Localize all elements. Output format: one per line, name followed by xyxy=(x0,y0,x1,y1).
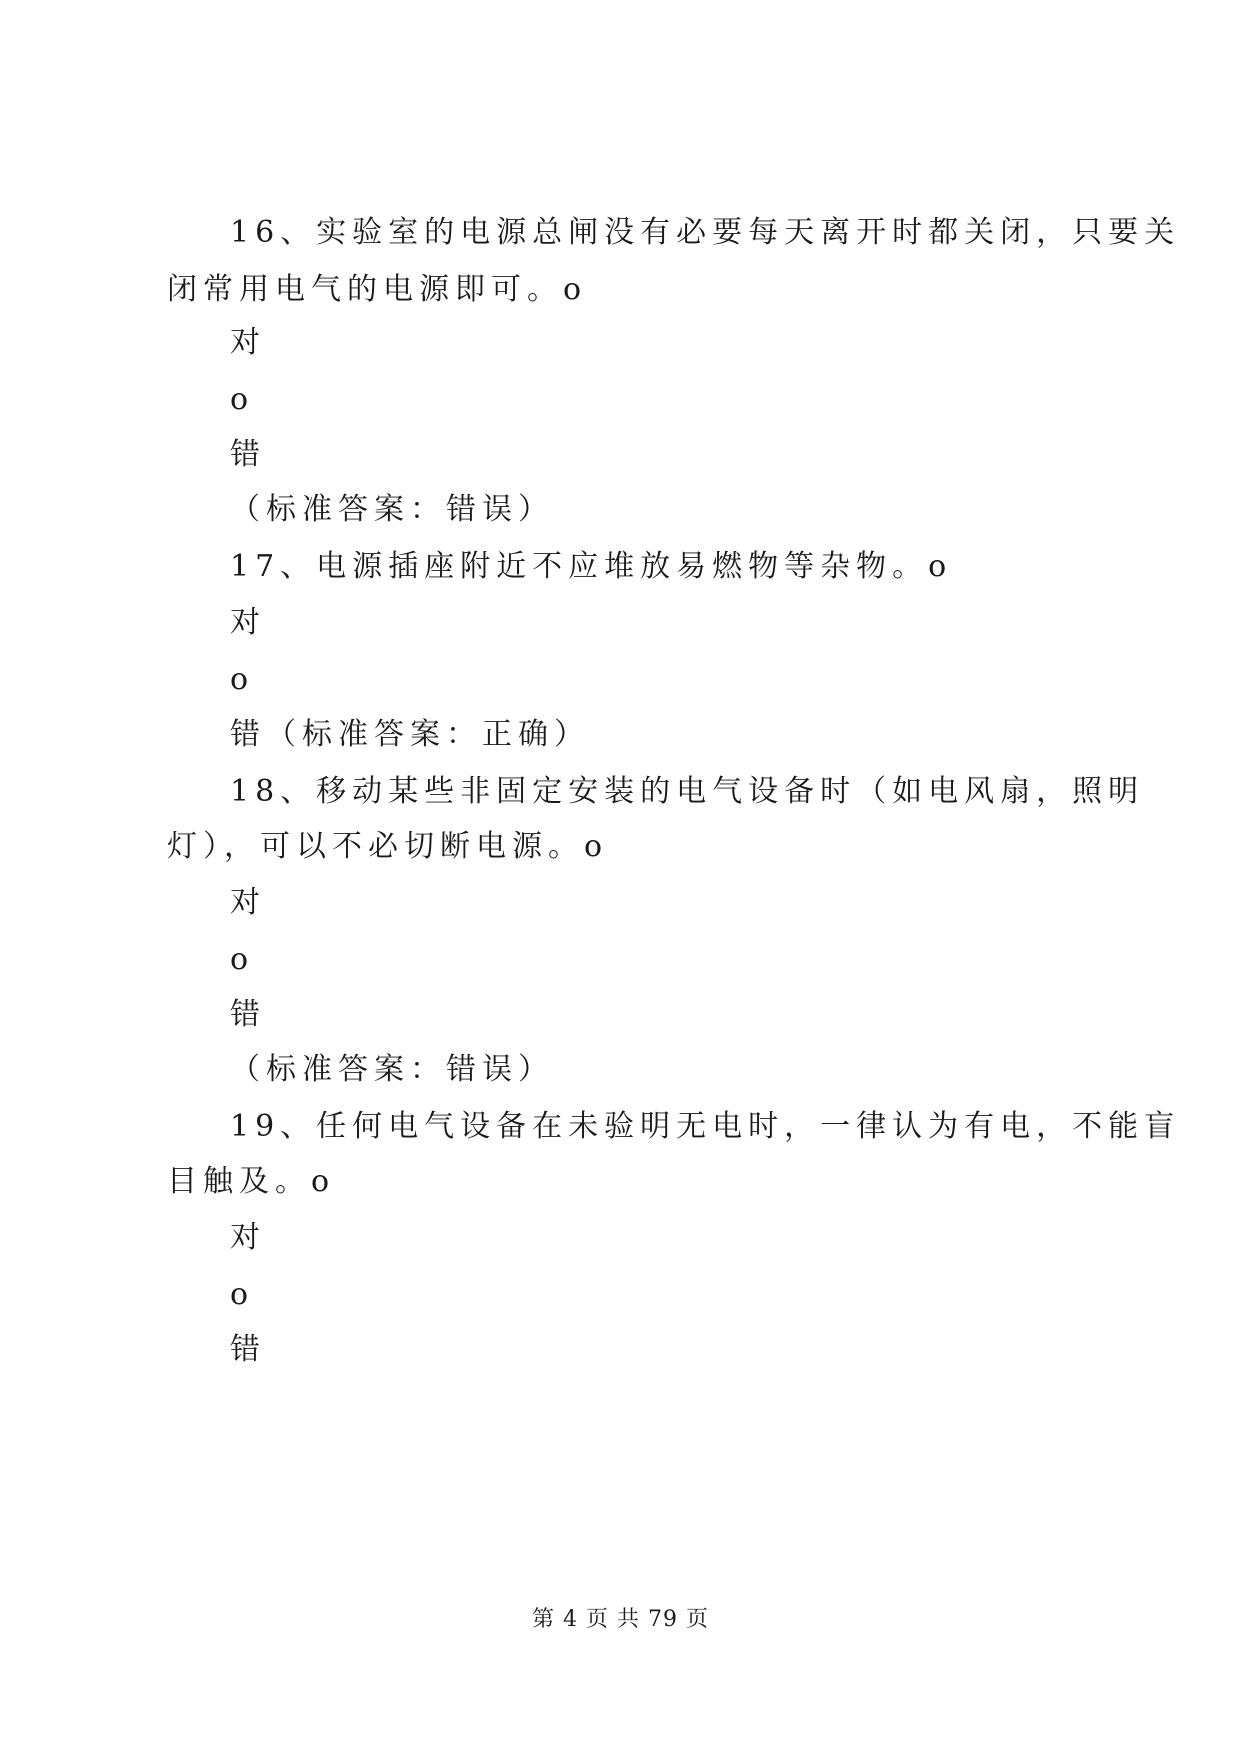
question-16-option-separator: o xyxy=(230,382,255,417)
question-18-option-true: 对 xyxy=(230,885,266,920)
page-number-footer: 第 4 页 共 79 页 xyxy=(532,1607,709,1632)
question-19-option-separator: o xyxy=(230,1277,255,1312)
question-18-continuation: 灯），可以不必切断电源。o xyxy=(167,829,609,864)
question-16-text: 16、实验室的电源总闸没有必要每天离开时都关闭，只要关 xyxy=(230,215,1181,250)
question-17-option-separator: o xyxy=(230,662,255,697)
question-19-option-false: 错 xyxy=(230,1332,266,1367)
question-18-option-separator: o xyxy=(230,942,255,977)
question-18-answer: （标准答案：错误） xyxy=(230,1052,554,1087)
question-16-option-false: 错 xyxy=(230,437,266,472)
question-19-continuation: 目触及。o xyxy=(167,1164,336,1199)
question-16-answer: （标准答案：错误） xyxy=(230,492,554,527)
question-19-text: 19、任何电气设备在未验明无电时，一律认为有电，不能盲 xyxy=(230,1109,1181,1144)
question-18-text: 18、移动某些非固定安装的电气设备时（如电风扇，照明 xyxy=(230,774,1145,809)
question-17-text: 17、电源插座附近不应堆放易燃物等杂物。o xyxy=(230,549,953,584)
question-16-continuation: 闭常用电气的电源即可。o xyxy=(167,272,588,307)
question-17-option-true: 对 xyxy=(230,605,266,640)
question-18-option-false: 错 xyxy=(230,997,266,1032)
question-19-option-true: 对 xyxy=(230,1220,266,1255)
question-16-option-true: 对 xyxy=(230,325,266,360)
question-17-option-false-answer: 错（标准答案：正确） xyxy=(230,717,590,752)
